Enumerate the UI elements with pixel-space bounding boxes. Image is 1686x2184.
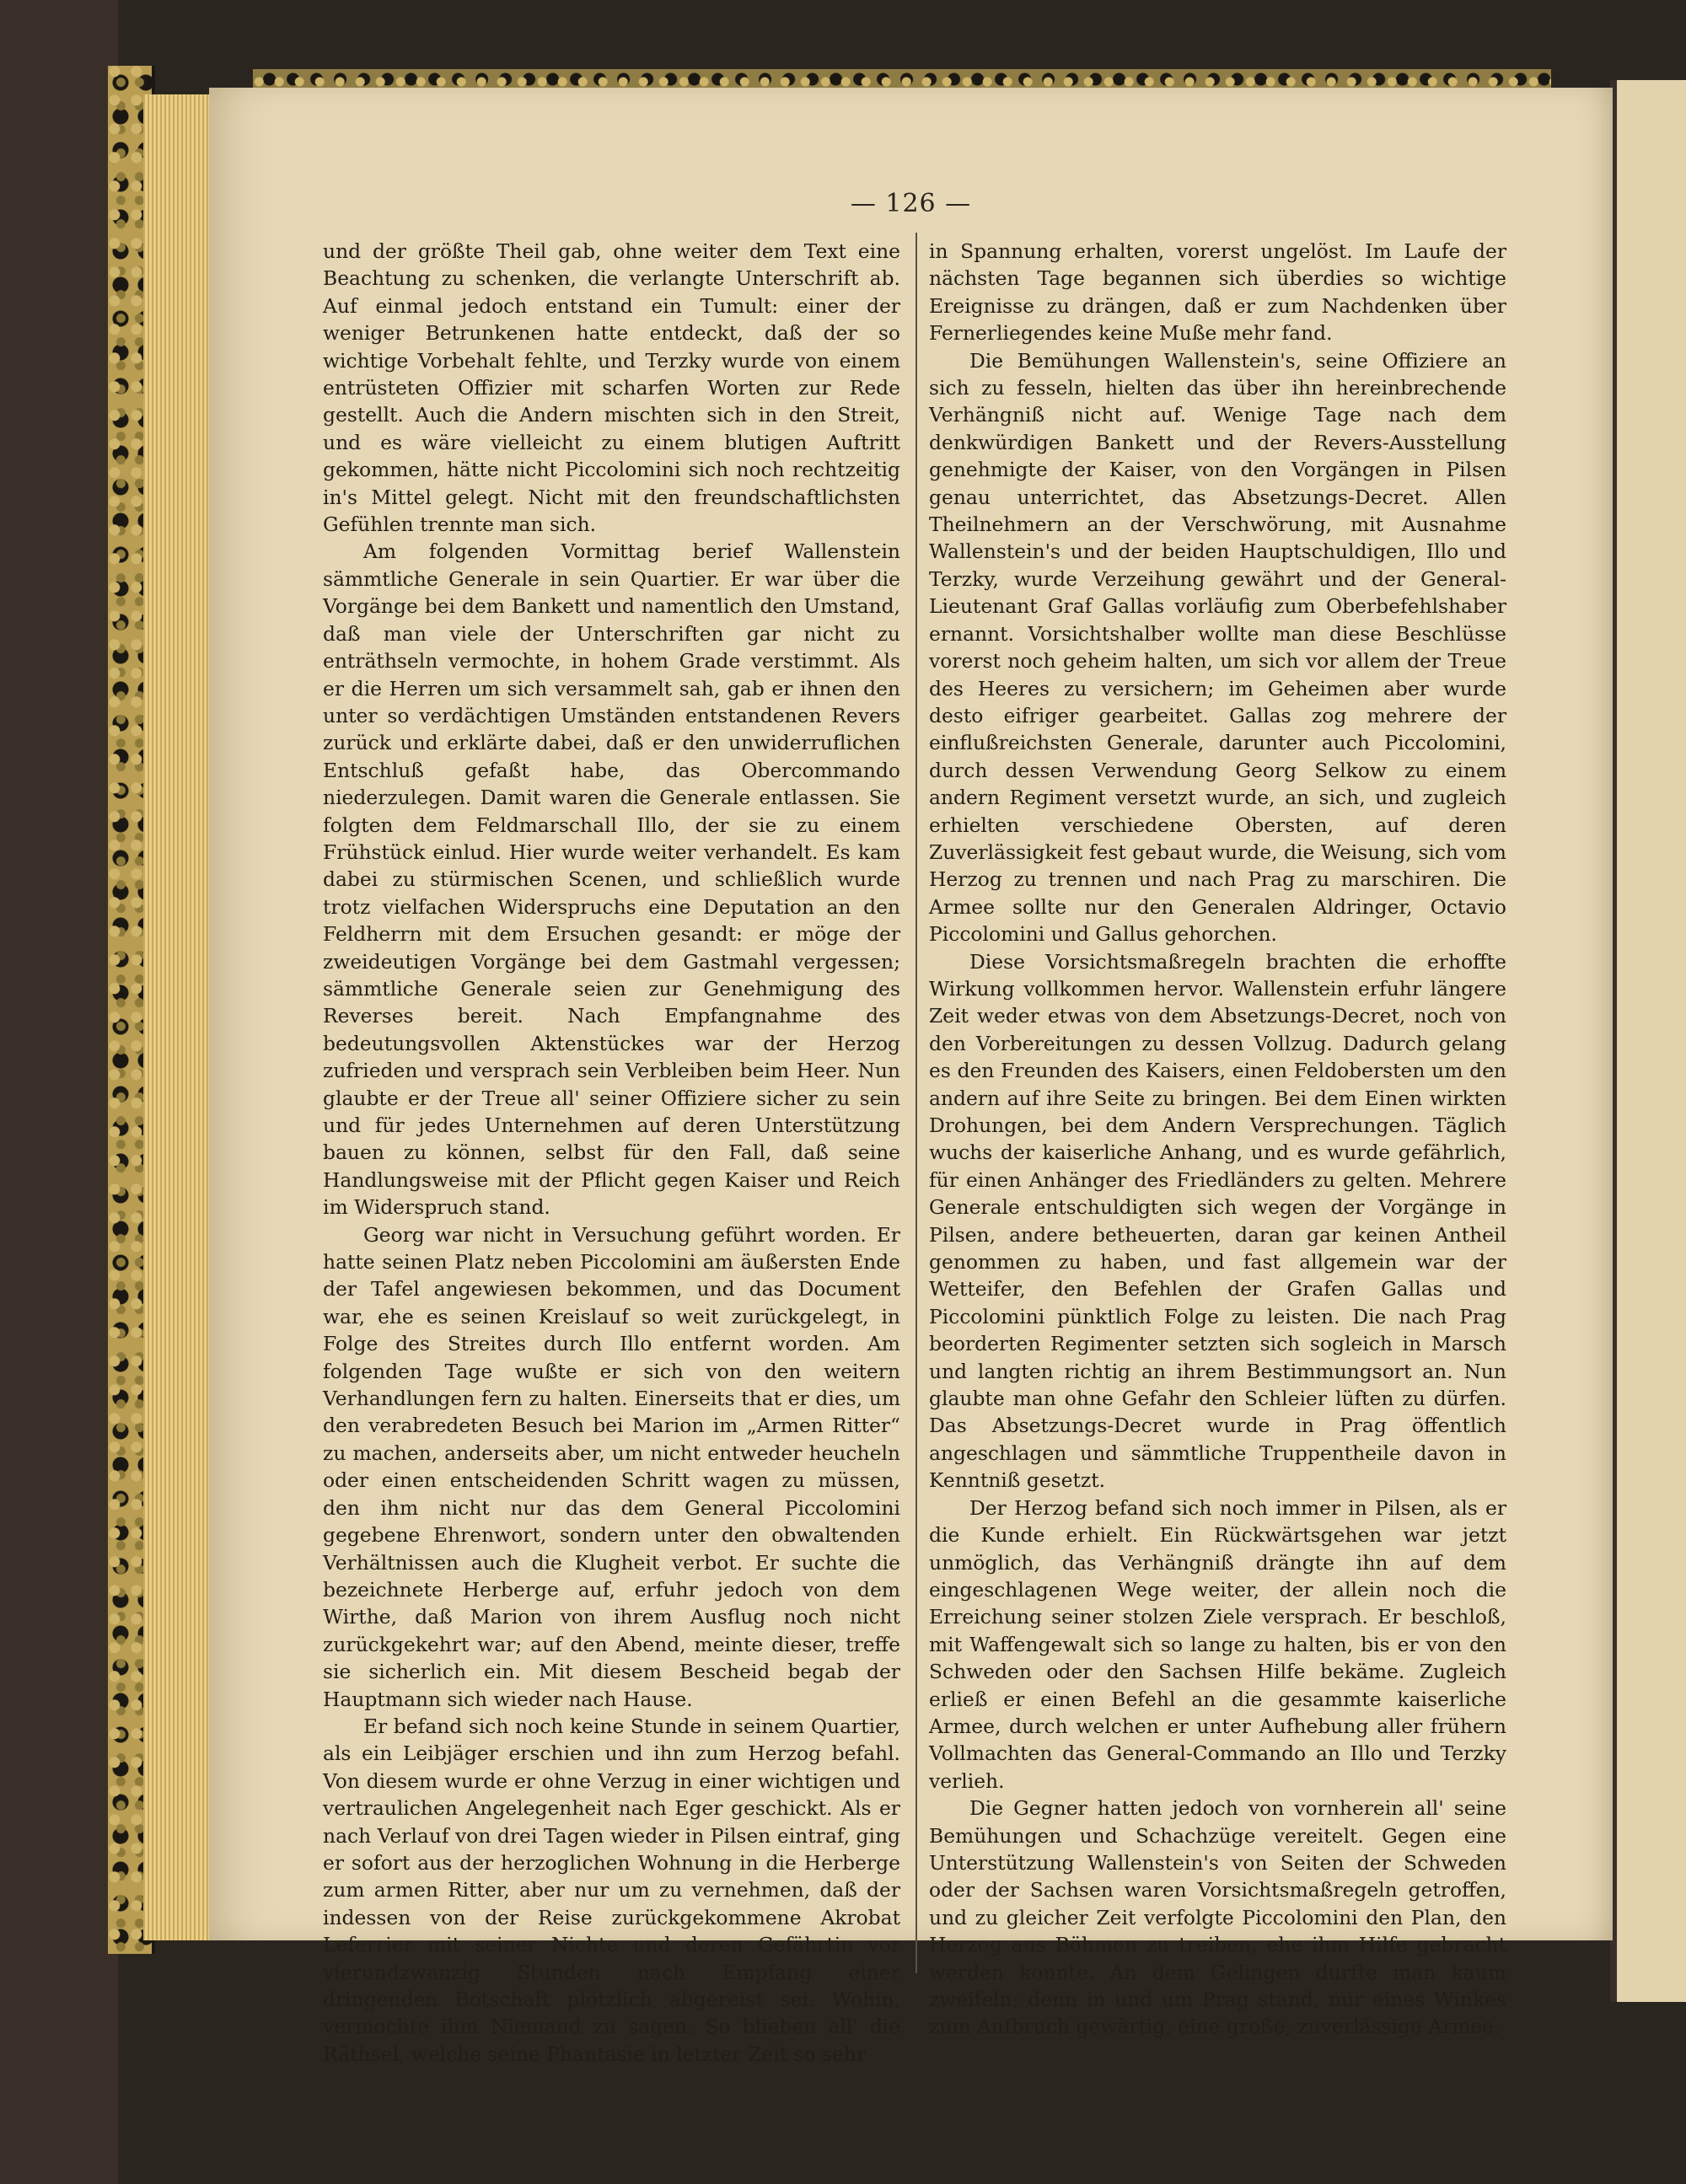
paragraph: in Spannung erhalten, vorerst ungelöst. Im Laufe der nächsten Tage begannen sich überdies so wichtige Ereignisse zu drängen, daß er zum Nachdenken über Fernerliegendes keine Muße mehr fand. — [929, 239, 1506, 346]
left-column — [323, 238, 900, 2068]
paragraph: Er befand sich noch keine Stunde in seinem Quartier, als ein Leibjäger erschien und ihn zum Herzog befahl. Von diesem wurde er ohne Verzug in einer wichtigen und vertraulichen Angelegenheit nach Eger geschickt. Als er nach Verlauf von drei Tagen wieder in Pilsen eintraf, ging er sofort aus der herzoglichen Wohnung in die Herberge zum armen Ritter, aber nur um zu vernehmen, daß der indessen von der Reise zurückgekommene Akrobat Leferrier mit seiner Nichte und deren Gefährtin vor vierundzwanzig Stunden nach Empfang einer dringenden Botschaft plötzlich abgereist sei. Wohin, vermochte ihm Niemand zu sagen. So blieben all' die Räthsel, welche seine Phantasie in letzter Zeit so sehr — [323, 1714, 900, 2066]
paragraph: Georg war nicht in Versuchung geführt worden. Er hatte seinen Platz neben Piccolomini am äußersten Ende der Tafel angewiesen bekommen, und das Document war, ehe es seinen Kreislauf so weit zurückgelegt, in Folge des Streites durch Illo entfernt worden. Am folgenden Tage wußte er sich von den weitern Verhandlungen fern zu halten. Einerseits that er dies, um den verabredeten Besuch bei Marion im „Armen Ritter“ zu machen, anderseits aber, um nicht entweder heucheln oder einen entscheidenden Schritt wagen zu müssen, den ihm nicht nur das dem General Piccolomini gegebene Ehrenwort, sondern unter den obwaltenden Verhältnissen auch die Klugheit verbot. Er suchte die bezeichnete Herberge auf, erfuhr jedoch von dem Wirthe, daß Marion von ihrem Ausflug noch nicht zurückgekehrt war; auf den Abend, meinte dieser, treffe sie sicherlich ein. Mit diesem Bescheid begab der Hauptmann sich wieder nach Hause. — [323, 1222, 900, 1711]
page-number: — 126 — — [850, 189, 972, 218]
right-column — [929, 238, 1506, 2041]
facing-page — [1610, 80, 1686, 2002]
page-edges — [143, 94, 219, 1940]
book-page — [209, 88, 1613, 2066]
paragraph: und der größte Theil gab, ohne weiter dem Text eine Beachtung zu schenken, die verlangte Unterschrift ab. Auf einmal jedoch entstand ein Tumult: einer der weniger Betrunkenen hatte entdeckt, daß der so wichtige Vorbehalt fehlte, und Terzky wurde von einem entrüsteten Offizier mit scharfen Worten zur Rede gestellt. Auch die Andern mischten sich in den Streit, und es wäre vielleicht zu einem blutigen Auftritt gekommen, hätte nicht Piccolomini sich noch rechtzeitig in's Mittel gelegt. Nicht mit den freundschaftlichsten Gefühlen trennte man sich. — [323, 239, 900, 537]
paragraph: Der Herzog befand sich noch immer in Pilsen, als er die Kunde erhielt. Ein Rückwärtsgehen war jetzt unmöglich, das Verhängniß drängte ihn auf dem eingeschlagenen Wege weiter, der allein noch die Erreichung seiner stolzen Ziele versprach. Er beschloß, mit Waffengewalt sich so lange zu halten, bis er von den Schweden oder den Sachsen Hilfe bekäme. Zugleich erließ er einen Befehl an die gesammte kaiserliche Armee, durch welchen er unter Aufhebung aller frühern Vollmachten das General-Commando an Illo und Terzky verlieh. — [929, 1495, 1506, 1793]
book-cover — [0, 0, 118, 2184]
paragraph: Am folgenden Vormittag berief Wallenstein sämmtliche Generale in sein Quartier. Er war über die Vorgänge bei dem Bankett und namentlich den Umstand, daß man viele der Unterschriften gar nicht zu enträthseln vermochte, in hohem Grade verstimmt. Als er die Herren um sich versammelt sah, gab er ihnen den unter so verdächtigen Umständen entstandenen Revers zurück und erklärte dabei, daß er den unwiderruflichen Entschluß gefaßt habe, das Obercommando niederzulegen. Damit waren die Generale entlassen. Sie folgten dem Feldmarschall Illo, der sie zu einem Frühstück einlud. Hier wurde weiter verhandelt. Es kam dabei zu stürmischen Scenen, und schließlich wurde trotz vielfachen Widerspruchs eine Deputation an den Feldherrn mit dem Ersuchen gesandt: er möge der zweideutigen Vorgänge bei dem Gastmahl vergessen; sämmtliche Generale seien zur Genehmigung des Reverses bereit. Nach Empfangnahme des bedeutungsvollen Aktenstückes war der Herzog zufrieden und versprach sein Verbleiben beim Heer. Nun glaubte er der Treue all' seiner Offiziere sicher zu sein und für jedes Unternehmen auf deren Unterstützung bauen zu können, selbst für den Fall, daß seine Handlungsweise mit der Pflicht gegen Kaiser und Reich im Widerspruch stand. — [323, 539, 900, 1220]
paragraph: Die Bemühungen Wallenstein's, seine Offiziere an sich zu fesseln, hielten das über ihn hereinbrechende Verhängniß nicht auf. Wenige Tage nach dem denkwürdigen Bankett und der Revers-Ausstellung genehmigte der Kaiser, von den Vorgängen in Pilsen genau unterrichtet, das Absetzungs-Decret. Allen Theilnehmern an der Verschwörung, mit Ausnahme Wallenstein's und der beiden Hauptschuldigen, Illo und Terzky, wurde Verzeihung gewährt und der General-Lieutenant Graf Gallas vorläufig zum Oberbefehlshaber ernannt. Vorsichtshalber wollte man diese Beschlüsse vorerst noch geheim halten, um sich vor allem der Treue des Heeres zu versichern; im Geheimen aber wurde desto eifriger gearbeitet. Gallas zog mehrere der einflußreichsten Generale, darunter auch Piccolomini, durch dessen Verwendung Georg Selkow zu einem andern Regiment versetzt wurde, an sich, und zugleich erhielten verschiedene Obersten, auf deren Zuverlässigkeit fest gebaut wurde, die Weisung, sich vom Herzog zu trennen und nach Prag zu marschiren. Die Armee sollte nur den Generalen Aldringer, Octavio Piccolomini und Gallus gehorchen. — [929, 348, 1506, 947]
paragraph: Die Gegner hatten jedoch von vornherein all' seine Bemühungen und Schachzüge vereitelt. Gegen eine Unterstützung Wallenstein's von Seiten der Schweden oder der Sachsen waren Vorsichtsmaßregeln getroffen, und zu gleicher Zeit verfolgte Piccolomini den Plan, den Herzog aus Böhmen zu treiben, ehe ihm Hilfe gebracht werden konnte. An dem Gelingen durfte man kaum zweifeln; denn in und um Prag stand, nur eines Winkes zum Aufbruch gewärtig, eine große, zuverlässige Armee. — [929, 1796, 1506, 2039]
column-divider — [915, 233, 917, 1973]
paragraph: Diese Vorsichtsmaßregeln brachten die erhoffte Wirkung vollkommen hervor. Wallenstein erfuhr längere Zeit weder etwas von dem Absetzungs-Decret, noch von den Vorbereitungen zu dessen Vollzug. Dadurch gelang es den Freunden des Kaisers, einen Feldobersten um den andern auf ihre Seite zu bringen. Bei dem Einen wirkten Drohungen, bei dem Andern Versprechungen. Täglich wuchs der kaiserliche Anhang, und es wurde gefährlich, für einen Anhänger des Friedländers zu gelten. Mehrere Generale entschuldigten sich wegen der Vorgänge in Pilsen, andere betheuerten, daran gar keinen Antheil genommen zu haben, und fast allgemein war der Wetteifer, den Befehlen der Grafen Gallas und Piccolomini pünktlich Folge zu leisten. Die nach Prag beorderten Regimenter setzten sich sogleich in Marsch und langten richtig an ihrem Bestimmungsort an. Nun glaubte man ohne Gefahr den Schleier lüften zu dürfen. Das Absetzungs-Decret wurde in Prag öffentlich angeschlagen und sämmtliche Truppentheile davon in Kenntniß gesetzt. — [929, 949, 1506, 1493]
